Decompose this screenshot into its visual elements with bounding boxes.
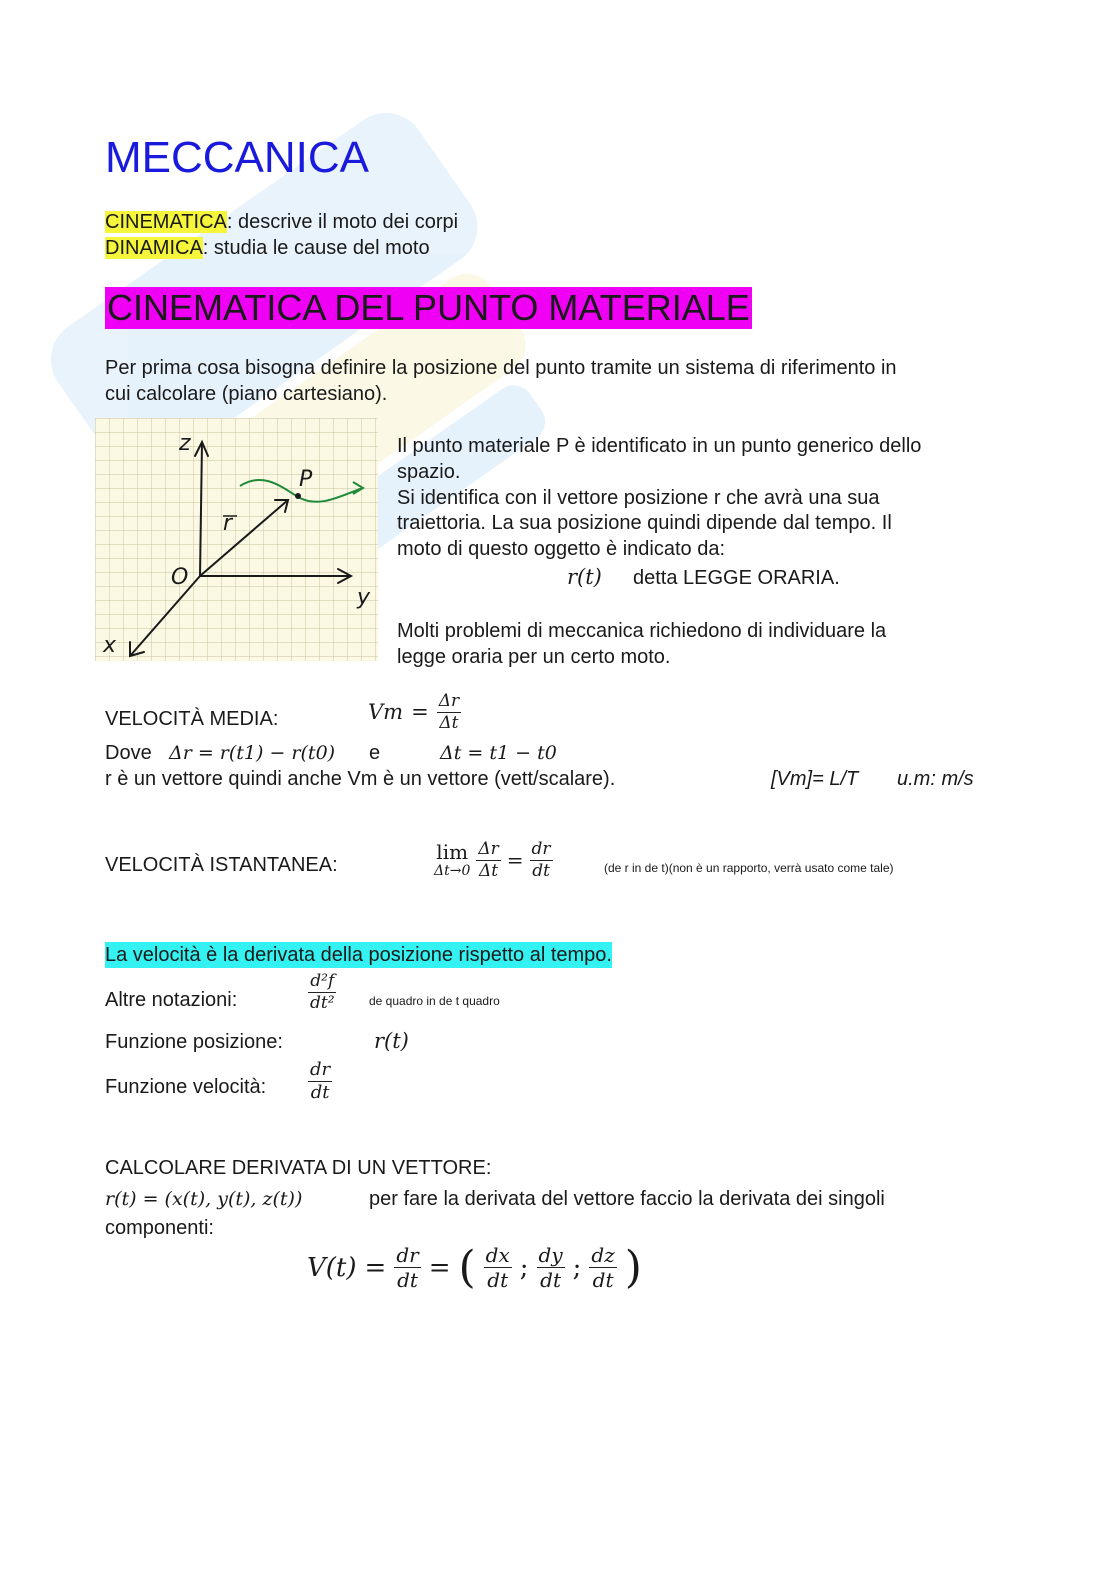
lim-subscript: Δt→0	[434, 863, 471, 880]
page-title: MECCANICA	[105, 133, 370, 182]
vm-symbol: Vm	[368, 700, 404, 725]
vel-ist-formula: lim Δt→0 $\frac{\Delta r}{\Delta t}$ = $\frac{dr}{dt}$	[434, 839, 551, 881]
label-z: z	[179, 431, 191, 456]
vel-media-label: VELOCITÀ MEDIA:	[105, 708, 279, 730]
vm-unit: u.m: m/s	[897, 768, 974, 790]
second-derivative-fraction: $\frac{\text{d²f}}{\text{dt²}}$	[310, 971, 335, 1013]
side-text-line: Si identifica con il vettore posizione r che avrà una sua	[397, 487, 880, 509]
highlight-sentence: La velocità è la derivata della posizione rispetto al tempo.	[105, 944, 612, 966]
vel-media-formula: Vm = $\frac{\Delta r}{\Delta t}$	[368, 691, 460, 733]
intro-cinematica	[105, 209, 458, 235]
label-y: y	[357, 585, 371, 610]
vector-formula: r(t) = (x(t), y(t), z(t))	[105, 1188, 303, 1210]
dy-dt-fraction: $\frac{dy}{dt}$	[538, 1243, 563, 1292]
law-formula	[567, 564, 602, 591]
notations-note: de quadro in de t quadro	[369, 994, 500, 1008]
term-cinematica: CINEMATICA	[105, 211, 227, 233]
label-o: O	[171, 565, 189, 590]
e-word: e	[369, 742, 381, 764]
side-text-line: spazio.	[397, 461, 461, 483]
vel-ist-note: (de r in de t)(non è un rapporto, verrà usato come tale)	[604, 861, 894, 875]
dinamica-description: : studia le cause del moto	[202, 237, 430, 259]
dz-dt-fraction: $\frac{dz}{dt}$	[591, 1243, 615, 1292]
velocity-vector-formula: V(t) = $\frac{dr}{dt}$ = ( $\frac{dx}{dt}$ ; $\frac{dy}{dt}$ ; $\frac{dz}{dt}$ )	[307, 1241, 642, 1293]
side-text-line: Molti problemi di meccanica richiedono di individuare la	[397, 620, 887, 642]
side-text-line: Il punto materiale P è identificato in un punto generico dello	[397, 435, 922, 457]
cartesian-figure	[95, 418, 378, 661]
paragraph-line: cui calcolare (piano cartesiano).	[105, 383, 388, 405]
position-function-label: Funzione posizione:	[105, 1031, 283, 1053]
section-heading: CINEMATICA DEL PUNTO MATERIALE	[107, 287, 750, 328]
dove-word: Dove	[105, 742, 152, 764]
derivative-fraction: $\frac{dr}{dt}$	[531, 839, 551, 881]
vm-dimension: [Vm]= L/T	[771, 768, 859, 790]
intro-dinamica	[105, 235, 430, 261]
dx-dt-fraction: $\frac{dx}{dt}$	[485, 1243, 510, 1292]
paragraph-line: Per prima cosa bisogna definire la posizione del punto tramite un sistema di riferimento in	[105, 357, 897, 379]
derivative-heading: CALCOLARE DERIVATA DI UN VETTORE:	[105, 1157, 492, 1179]
lim-word: lim	[436, 840, 469, 865]
side-text-line: moto di questo oggetto è indicato da:	[397, 538, 726, 560]
vm-fraction: $\frac{\Delta r}{\Delta t}$	[438, 691, 460, 733]
vm-note: r è un vettore quindi anche Vm è un vettore (vett/scalare).	[105, 768, 616, 790]
label-r: r	[223, 511, 233, 536]
delta-fraction: $\frac{\Delta r}{\Delta t}$	[478, 839, 499, 881]
delta-r-formula: Δr = r(t1) − r(t0)	[169, 742, 336, 764]
delta-t-formula: Δt = t1 − t0	[440, 742, 557, 764]
law-label: detta LEGGE ORARIA.	[633, 567, 840, 589]
law-formula-math: r(t)	[567, 565, 602, 589]
side-text-line: traiettoria. La sua posizione quindi dipende dal tempo. Il	[397, 512, 892, 534]
position-function-formula: r(t)	[374, 1029, 409, 1053]
label-x: x	[103, 633, 117, 658]
notations-label: Altre notazioni:	[105, 989, 238, 1011]
label-p: P	[299, 467, 313, 492]
derivative-text: per fare la derivata del vettore faccio la derivata dei singoli	[369, 1188, 885, 1210]
velocity-function-fraction: $\frac{dr}{dt}$	[310, 1059, 331, 1103]
point-p	[295, 493, 301, 499]
dr-dt-fraction: $\frac{dr}{dt}$	[396, 1243, 419, 1292]
derivative-text: componenti:	[105, 1217, 214, 1239]
term-dinamica: DINAMICA	[105, 237, 203, 259]
velocity-lhs: V(t)	[307, 1252, 357, 1283]
vel-ist-label: VELOCITÀ ISTANTANEA:	[105, 854, 338, 876]
velocity-function-label: Funzione velocità:	[105, 1076, 267, 1098]
cinematica-description: : descrive il moto dei corpi	[226, 211, 459, 233]
side-text-line: legge oraria per un certo moto.	[397, 646, 671, 668]
